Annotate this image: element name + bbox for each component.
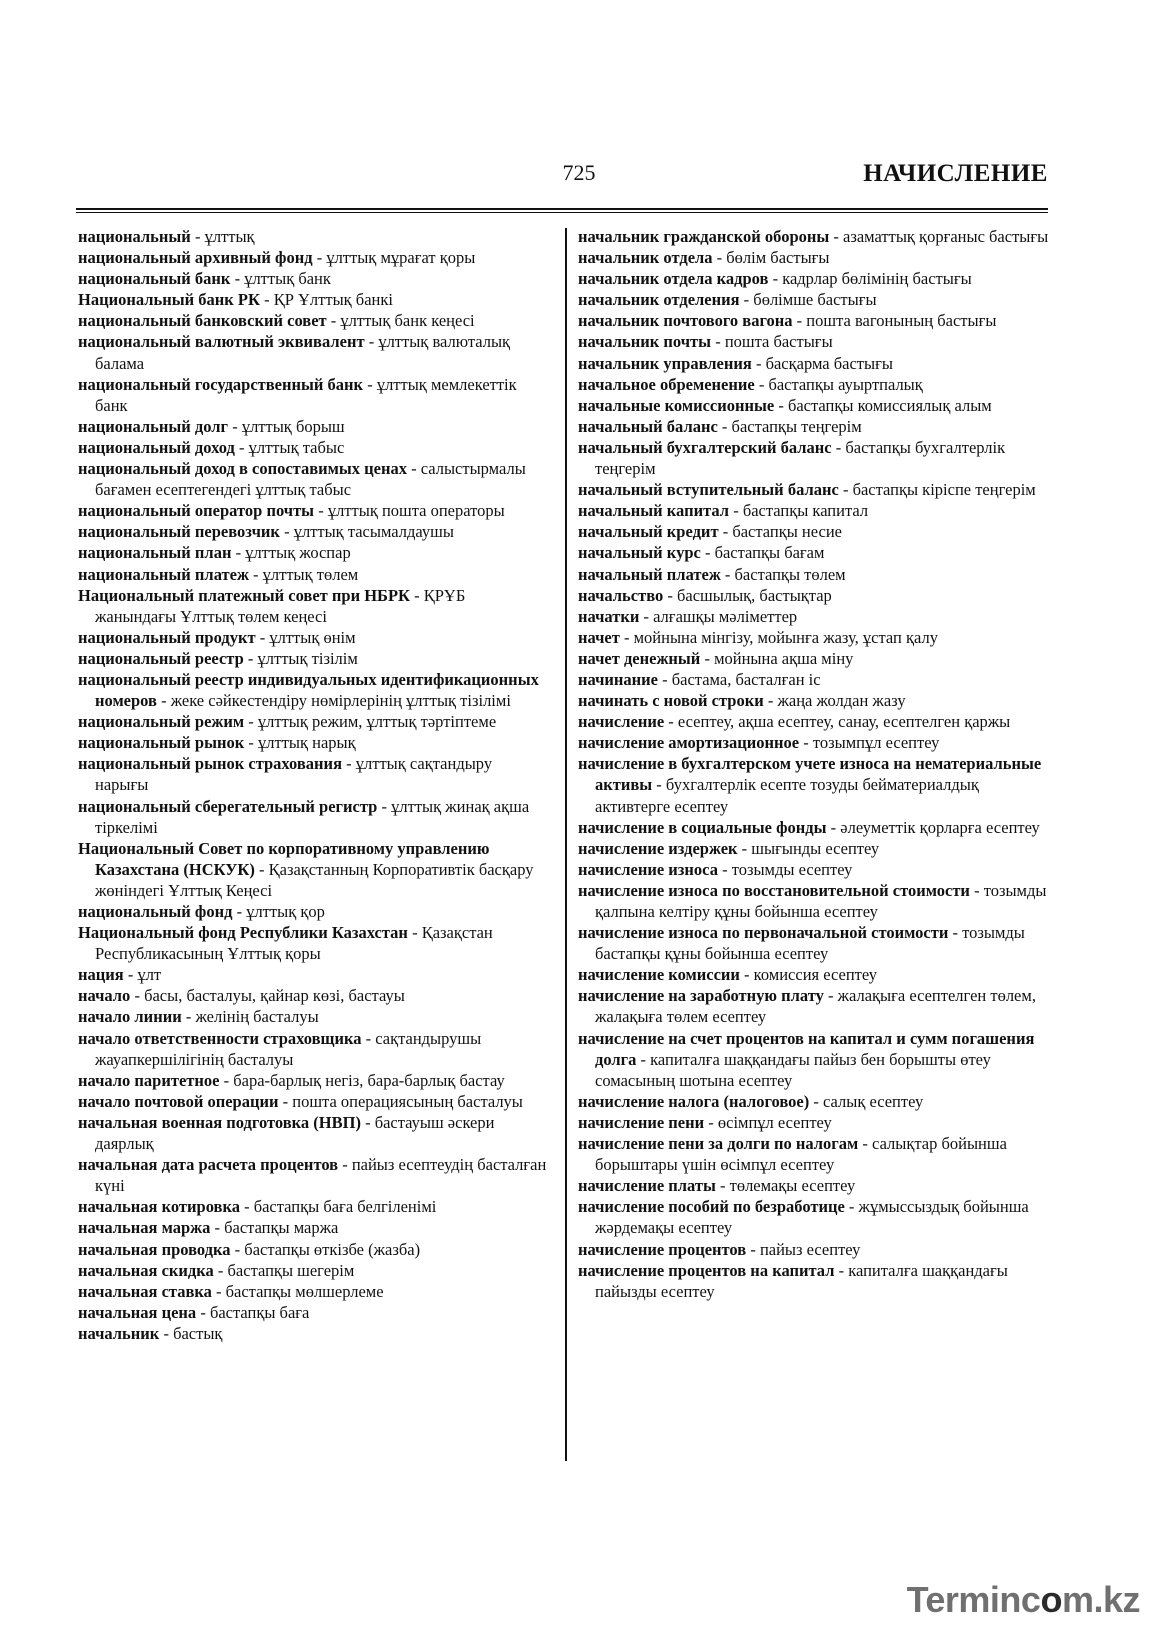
entry-definition: ұлттық банк кеңесі [340,311,475,331]
entry-definition: бухгалтерлік есепте тозуды бейматериалдық активтерге есептеу [595,775,979,816]
entry-definition: Қазақстан Республикасының Ұлттық қоры [95,923,493,964]
entry-term: начальный платеж [578,564,721,584]
entry-term: национальный банк [78,269,231,289]
entry-definition: комиссия есептеу [753,965,878,985]
dictionary-entry: национальный валютный эквивалент - ұлттық валюталық балама [78,332,511,373]
dictionary-entry: начисление платы - төлемақы есептеу [578,1176,856,1196]
dictionary-entry: начальная котировка - бастапқы баға белгіленімі [78,1197,437,1217]
entry-term: начало ответственности страховщика [78,1028,362,1048]
dictionary-entry: начальный баланс - бастапқы теңгерім [578,416,862,436]
entry-definition: басқарма бастығы [765,353,893,373]
entry-definition: бастапқы теңгерім [731,416,862,436]
entry-definition: Қазақстанның Корпоративтік басқару жөніндегі Ұлттық Кеңесі [95,859,534,900]
entry-term: начало [78,986,131,1006]
entry-definition: ұлттық борыш [241,416,345,436]
dictionary-entry: национальный сберегательный регистр - ұлттық жинақ ақша тіркелімі [78,796,530,837]
entry-definition: ұлттық нарық [258,733,356,753]
dictionary-entry: национальный рынок страхования - ұлттық сақтандыру нарығы [78,754,493,795]
entry-term: нация [78,965,124,985]
running-head: НАЧИСЛЕНИЕ [863,160,1048,187]
dictionary-entry: начисление - есептеу, ақша есептеу, санау, есептелген қаржы [578,712,1011,732]
entry-definition: пайыз есептеу [759,1239,861,1259]
entry-definition: тозымды қалпына келтіру құны бойынша есептеу [595,880,1047,921]
entry-definition: төлемақы есептеу [729,1176,856,1196]
dictionary-entry: начисление налога (налоговое) - салық есептеу [578,1091,924,1111]
dictionary-entry: начальник отдела - бөлім бастығы [578,248,830,268]
entry-definition: сақтандырушы жауапкершілігінің басталуы [95,1028,482,1069]
entry-term: начисление амортизационное [578,733,800,753]
entry-definition: мойнына мінгізу, мойынға жазу, ұстап қалу [633,627,938,647]
entry-term: начальник гражданской обороны [578,227,830,246]
entry-term: национальный архивный фонд [78,248,313,268]
header-rule-thin [76,212,1048,213]
entry-definition: ұлттық қор [246,902,325,921]
entry-term: национальный реестр [78,648,244,668]
dictionary-entry: национальный доход - ұлттық табыс [78,437,345,457]
dictionary-entry: Национальный фонд Республики Казахстан - Қазақстан Республикасының Ұлттық қоры [78,923,493,964]
dictionary-entry: национальный фонд - ұлттық қор [78,902,325,921]
entry-term: начисление в бухгалтерском учете износа на нематериальные активы [578,754,1042,795]
dictionary-entry: национальный реестр индивидуальных идентификационных номеров - жеке сәйкестендіру нөмірлерінің ұлттық тізілімі [78,669,539,711]
logo-prefix: T [906,1579,926,1620]
dictionary-entry: начальник отделения - бөлімше бастығы [578,290,877,310]
dictionary-entry: начальная дата расчета процентов - пайыз есептеудің басталған күні [78,1155,547,1196]
dictionary-entry: начальная военная подготовка (НВП) - бастауыш әскери даярлық [78,1112,495,1154]
dictionary-entry: начисление амортизационное - тозымпұл есептеу [578,733,940,753]
dictionary-entry: начисление в социальные фонды - әлеуметтік қорларға есептеу [578,817,1040,837]
entry-definition: бастапқы мөлшерлеме [225,1281,384,1301]
entry-term: национальный доход в сопоставимых ценах [78,459,407,479]
entry-term: национальный продукт [78,627,256,647]
dictionary-entry: национальный банк - ұлттық банк [78,269,331,289]
entry-term: начальная котировка [78,1197,240,1217]
entry-definition: ұлттық өнім [269,627,356,647]
entry-definition: ұлттық тізілім [257,648,358,668]
entry-definition: басшылық, бастықтар [677,585,832,605]
entry-definition: бастапқы кіріспе теңгерім [852,480,1036,500]
dictionary-entry: начет - мойнына мінгізу, мойынға жазу, ұстап қалу [578,627,938,647]
dictionary-entry: начисление пособий по безработице - жұмыссыздық бойынша жәрдемақы есептеу [578,1197,1029,1238]
entry-term: начальная скидка [78,1260,214,1280]
entry-definition: басы, басталуы, қайнар көзі, бастауы [144,986,405,1006]
entry-term: начальная военная подготовка (НВП) [78,1112,361,1132]
logo-suffix: m.kz [1061,1579,1140,1620]
dictionary-entry: национальный продукт - ұлттық өнім [78,627,356,647]
entry-definition: ұлттық тасымалдаушы [293,522,454,542]
dictionary-entry: начисление процентов на капитал - капиталға шаққандағы пайызды есептеу [578,1260,1008,1301]
entry-term: начальный курс [578,543,701,563]
dictionary-entry: начатки - алғашқы мәліметтер [578,606,798,626]
entry-definition: әлеуметтік қорларға есептеу [840,817,1040,837]
entry-definition: бастапқы баға белгіленімі [253,1197,437,1217]
entry-term: начисление в социальные фонды [578,817,827,837]
entry-term: начисление налога (налоговое) [578,1091,810,1111]
entry-term: начинать с новой строки [578,691,764,711]
entry-term: начальная цена [78,1302,197,1322]
dictionary-entry: начисление пени - өсімпұл есептеу [578,1112,832,1132]
entry-definition: бастапқы баға [209,1302,310,1322]
entry-definition: ұлттық табыс [248,437,345,457]
entry-term: национальный долг [78,416,229,436]
entry-definition: бастапқы өткізбе (жазба) [244,1239,421,1259]
entry-term: начальные комиссионные [578,395,775,415]
entry-term: начисление пени за долги по налогам [578,1134,859,1154]
dictionary-entry: начисление пени за долги по налогам - салықтар бойынша борыштары үшін өсімпұл есептеу [578,1134,1007,1175]
entry-term: начисление пособий по безработице [578,1197,845,1217]
entry-term: национальный доход [78,437,235,457]
dictionary-entry: начисление комиссии - комиссия есептеу [578,965,878,985]
entry-definition: алғашқы мәліметтер [653,606,798,626]
entry-term: начисление [578,712,665,732]
entry-term: национальный режим [78,712,245,732]
entry-term: начальник отдела кадров [578,269,769,289]
entry-definition: тозымды есептеу [731,859,853,879]
entry-definition: бастапқы төлем [734,564,846,584]
entry-definition: бастапқы бағам [714,543,825,563]
entry-definition: ұлт [137,965,162,985]
dictionary-entry: начальная ставка - бастапқы мөлшерлеме [78,1281,384,1301]
dictionary-entry: Национальный платежный совет при НБРК - ҚРҰБ жанындағы Ұлттық төлем кеңесі [78,585,466,626]
entry-definition: ұлттық [204,227,255,246]
entry-definition: ұлттық режим, ұлттық тәртіптеме [257,712,497,732]
entry-term: начисление платы [578,1176,716,1196]
dictionary-entry: начало почтовой операции - пошта операциясының басталуы [78,1091,523,1111]
entry-definition: бастапқы шегерім [227,1260,355,1280]
dictionary-entry: начальная цена - бастапқы баға [78,1302,310,1322]
entry-term: Национальный платежный совет при НБРК [78,585,410,605]
entry-term: начисление процентов на капитал [578,1260,835,1280]
dictionary-entry: начало - басы, басталуы, қайнар көзі, бастауы [78,986,405,1006]
entry-term: начальство [578,585,664,605]
entry-term: начальник отделения [578,290,740,310]
entry-definition: жаңа жолдан жазу [777,691,906,711]
dictionary-entry: начисление износа - тозымды есептеу [578,859,853,879]
dictionary-entry: начальное обременение - бастапқы ауыртпалық [578,374,923,394]
entry-definition: бөлімше бастығы [753,290,877,310]
dictionary-entry: национальный - ұлттық [78,227,255,246]
entry-definition: ұлттық мұрағат қоры [326,248,476,268]
dictionary-entry: национальный оператор почты - ұлттық пошта операторы [78,501,505,521]
dictionary-entry: национальный государственный банк - ұлттық мемлекеттік банк [78,374,517,415]
dictionary-entry: Национальный банк РК - ҚР Ұлттық банкі [78,290,393,310]
entry-definition: бастапқы бухгалтерлік теңгерім [595,437,1006,479]
entry-definition: пайыз есептеудің басталған күні [95,1155,547,1196]
entry-definition: ұлттық жинақ ақша тіркелімі [95,796,530,837]
dictionary-entry: начисление износа по восстановительной стоимости - тозымды қалпына келтіру құны бойынша есептеу [578,880,1047,921]
entry-term: национальный государственный банк [78,374,364,394]
entry-definition: бастапқы комиссиялық алым [787,395,992,415]
entry-term: начало паритетное [78,1070,220,1090]
dictionary-entry: начинать с новой строки - жаңа жолдан жазу [578,691,906,711]
dictionary-entry: начисление износа по первоначальной стоимости - тозымды бастапқы құны бойынша есептеу [578,923,1025,964]
header-rule [76,208,1048,210]
dictionary-entry: начало паритетное - бара-барлық негіз, бара-барлық бастау [78,1070,505,1090]
entry-definition: азаматтық қорғаныс бастығы [843,227,1049,246]
entry-definition: пошта вагонының бастығы [806,311,997,331]
entry-term: начало почтовой операции [78,1091,279,1111]
entry-term: начисление на счет процентов на капитал и сумм погашения долга [578,1028,1035,1069]
dictionary-entry: национальный перевозчик - ұлттық тасымалдаушы [78,522,454,542]
dictionary-entry: нация - ұлт [78,965,162,985]
entry-definition: жеке сәйкестендіру нөмірлерінің ұлттық тізілімі [170,691,511,711]
entry-term: начальный вступительный баланс [578,480,839,500]
dictionary-entry: начальная проводка - бастапқы өткізбе (жазба) [78,1239,421,1259]
entry-term: начальный кредит [578,522,719,542]
dictionary-entry: начальник управления - басқарма бастығы [578,353,893,373]
entry-definition: ұлттық жоспар [245,543,351,563]
entry-definition: ұлттық сақтандыру нарығы [95,754,493,795]
entry-term: начальная проводка [78,1239,231,1259]
logo-mid: erminc [925,1579,1041,1620]
dictionary-entry: начальный капитал - бастапқы капитал [578,501,869,521]
dictionary-entry: начальный платеж - бастапқы төлем [578,564,846,584]
entry-definition: бастауыш әскери даярлық [95,1112,495,1154]
entry-term: начет денежный [578,648,701,668]
entry-term: национальный валютный эквивалент [78,332,365,352]
entry-definition: бастапқы капитал [742,501,869,521]
entry-term: начальный баланс [578,416,718,436]
entry-term: начинание [578,669,659,689]
dictionary-entry: национальный долг - ұлттық борыш [78,416,345,436]
entry-term: национальный оператор почты [78,501,315,521]
dictionary-entry: начальный кредит - бастапқы несие [578,522,842,542]
entry-term: национальный рынок [78,733,245,753]
left-column [78,226,548,1344]
dictionary-entry: Национальный Совет по корпоративному управлению Казахстана (НСКУК) - Қазақстанның Корпоративтік басқару жөніндегі Ұлттық Кеңесі [78,838,534,900]
entry-definition: пошта бастығы [724,332,833,352]
entry-term: начет [578,627,620,647]
entry-term: национальный реестр индивидуальных идентификационных номеров [78,669,539,711]
entry-term: начисление издержек [578,838,738,858]
entry-definition: кадрлар бөлімінің бастығы [782,269,972,289]
entry-definition: капиталға шаққандағы пайызды есептеу [595,1260,1008,1301]
entry-definition: ұлттық төлем [262,564,359,584]
entry-definition: бастапқы несие [732,522,842,542]
dictionary-entry: национальный архивный фонд - ұлттық мұрағат қоры [78,248,476,268]
logo-o: o [1040,1579,1062,1620]
dictionary-entry: начальный курс - бастапқы бағам [578,543,825,563]
entry-definition: ҚРҰБ жанындағы Ұлттық төлем кеңесі [95,585,466,626]
dictionary-entry: начальник почты - пошта бастығы [578,332,833,352]
entry-term: национальный [78,227,191,246]
entry-term: начальная дата расчета процентов [78,1155,339,1175]
entry-term: начисление износа [578,859,718,879]
column-divider [565,228,567,1461]
entry-term: начисление износа по восстановительной стоимости [578,880,970,900]
entry-term: Национальный банк РК [78,290,260,310]
entry-definition: бастапқы маржа [224,1218,339,1238]
entry-definition: салыстырмалы бағамен есептегендегі ұлттық табыс [95,459,526,500]
entry-term: начальник отдела [578,248,713,268]
dictionary-entry: начальство - басшылық, бастықтар [578,585,832,605]
entry-definition: ұлттық банк [244,269,331,289]
dictionary-entry: начальник почтового вагона - пошта вагонының бастығы [578,311,997,331]
entry-definition: жалақыға есептелген төлем, жалақыға төлем есептеу [595,986,1036,1027]
dictionary-entry: национальный рынок - ұлттық нарық [78,733,356,753]
entry-term: Национальный Совет по корпоративному управлению Казахстана (НСКУК) [78,838,490,879]
dictionary-entry: начальник - бастық [78,1323,223,1343]
entry-definition: салық есептеу [823,1091,924,1111]
dictionary-entry: начисление издержек - шығынды есептеу [578,838,880,858]
dictionary-entry: национальный доход в сопоставимых ценах - салыстырмалы бағамен есептегендегі ұлттық табыс [78,459,526,500]
entry-definition: тозымды бастапқы құны бойынша есептеу [595,923,1025,964]
entry-definition: жұмыссыздық бойынша жәрдемақы есептеу [595,1197,1029,1238]
entry-term: начальник управления [578,353,752,373]
dictionary-entry: начальник отдела кадров - кадрлар бөлімінің бастығы [578,269,972,289]
entry-term: национальный банковский совет [78,311,327,331]
entry-term: национальный план [78,543,232,563]
entry-term: начальная ставка [78,1281,212,1301]
dictionary-entry: начальник гражданской обороны - азаматтық қорғаныс бастығы [578,227,1049,246]
entry-definition: өсімпұл есептеу [717,1112,832,1132]
dictionary-entry: начало ответственности страховщика - сақтандырушы жауапкершілігінің басталуы [78,1028,482,1069]
entry-definition: ұлттық пошта операторы [327,501,505,521]
entry-term: начисление комиссии [578,965,740,985]
entry-term: начальный капитал [578,501,730,521]
dictionary-entry: начальный бухгалтерский баланс - бастапқы бухгалтерлік теңгерім [578,437,1006,479]
dictionary-entry: национальный реестр - ұлттық тізілім [78,648,358,668]
entry-definition: ұлттық валюталық балама [95,332,511,373]
entry-definition: мойнына ақша міну [714,648,854,668]
entry-definition: есептеу, ақша есептеу, санау, есептелген қаржы [677,712,1011,732]
entry-term: начальная маржа [78,1218,211,1238]
entry-term: начальник [78,1323,160,1343]
right-column [578,226,1056,1302]
entry-definition: капиталға шаққандағы пайыз бен борышты өтеу сомасының шотына есептеу [595,1049,991,1090]
dictionary-entry: начисление в бухгалтерском учете износа на нематериальные активы - бухгалтерлік есепте тозуды бейматериалдық активтерге есептеу [578,754,1042,816]
entry-term: начальник почты [578,332,712,352]
entry-term: национальный платеж [78,564,249,584]
dictionary-entry: начальная маржа - бастапқы маржа [78,1218,339,1238]
entry-definition: ұлттық мемлекеттік банк [95,374,517,415]
dictionary-entry: начисление на заработную плату - жалақыға есептелген төлем, жалақыға төлем есептеу [578,986,1036,1027]
entry-term: Национальный фонд Республики Казахстан [78,923,408,943]
dictionary-entry: национальный режим - ұлттық режим, ұлттық тәртіптеме [78,712,497,732]
entry-term: начисление износа по первоначальной стоимости [578,923,949,943]
entry-term: начисление пени [578,1112,705,1132]
dictionary-entry: начало линии - желінің басталуы [78,1007,319,1027]
entry-definition: тозымпұл есептеу [812,733,940,753]
entry-term: национальный перевозчик [78,522,280,542]
entry-term: начатки [578,606,640,626]
entry-definition: желінің басталуы [195,1007,319,1027]
entry-term: начисление процентов [578,1239,747,1259]
entry-term: начальник почтового вагона [578,311,793,331]
entry-term: национальный рынок страхования [78,754,342,774]
entry-term: национальный сберегательный регистр [78,796,378,816]
entry-definition: шығынды есептеу [751,838,880,858]
entry-definition: бара-барлық негіз, бара-барлық бастау [233,1070,505,1090]
dictionary-entry: национальный платеж - ұлттық төлем [78,564,359,584]
entry-definition: бастық [173,1323,223,1343]
entry-term: национальный фонд [78,902,233,921]
entry-term: начальный бухгалтерский баланс [578,437,832,457]
dictionary-entry: начальные комиссионные - бастапқы комиссиялық алым [578,395,992,415]
dictionary-entry: начет денежный - мойнына ақша міну [578,648,854,668]
entry-definition: бастама, басталған іс [671,669,821,689]
entry-term: начисление на заработную плату [578,986,824,1006]
dictionary-entry: начисление процентов - пайыз есептеу [578,1239,861,1259]
entry-definition: салықтар бойынша борыштары үшін өсімпұл есептеу [595,1134,1007,1175]
dictionary-entry: начальный вступительный баланс - бастапқы кіріспе теңгерім [578,480,1036,500]
page-number: 725 [562,160,596,185]
dictionary-entry: национальный план - ұлттық жоспар [78,543,351,563]
entry-definition: бөлім бастығы [726,248,830,268]
dictionary-entry: начисление на счет процентов на капитал и сумм погашения долга - капиталға шаққандағы пайыз бен борышты өтеу сомасының шотына есептеу [578,1028,1035,1090]
entry-definition: бастапқы ауыртпалық [768,374,923,394]
entry-definition: ҚР Ұлттық банкі [273,290,393,310]
entry-definition: пошта операциясының басталуы [292,1091,523,1111]
entry-term: начальное обременение [578,374,755,394]
dictionary-entry: начальная скидка - бастапқы шегерім [78,1260,355,1280]
dictionary-entry: национальный банковский совет - ұлттық банк кеңесі [78,311,475,331]
terminco-logo [907,1579,1140,1621]
dictionary-entry: начинание - бастама, басталған іс [578,669,821,689]
entry-term: начало линии [78,1007,182,1027]
